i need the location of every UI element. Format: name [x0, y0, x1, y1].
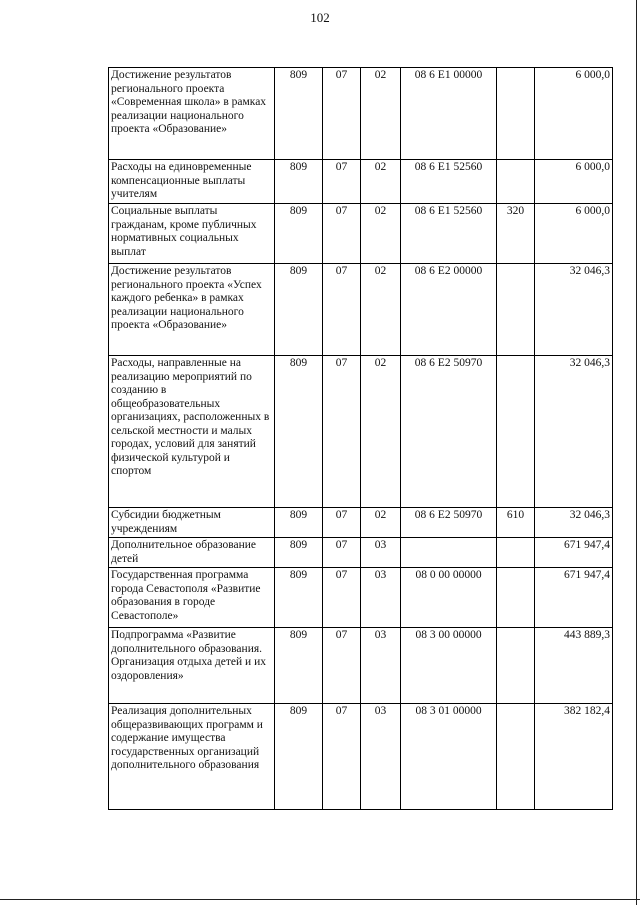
ministry-code-cell: 809: [275, 568, 323, 628]
expense-type-cell: 320: [497, 204, 535, 264]
ministry-code-cell: 809: [275, 628, 323, 704]
expense-type-cell: [497, 538, 535, 568]
subsection-code-cell: 02: [361, 356, 401, 508]
table-row: [109, 568, 613, 628]
subsection-code-cell: 03: [361, 538, 401, 568]
target-article-cell: 08 6 E1 00000: [401, 68, 497, 160]
amount-cell: 671 947,4: [535, 568, 613, 628]
expense-type-cell: [497, 356, 535, 508]
row-name-cell: Социальные выплаты гражданам, кроме публичных нормативных социальных выплат: [109, 204, 275, 264]
expense-type-cell: [497, 704, 535, 810]
section-code-cell: 07: [323, 538, 361, 568]
target-article-cell: [401, 538, 497, 568]
table-body: [109, 68, 613, 810]
amount-cell: 6 000,0: [535, 160, 613, 204]
subsection-code-cell: 02: [361, 264, 401, 356]
ministry-code-cell: 809: [275, 356, 323, 508]
ministry-code-cell: 809: [275, 704, 323, 810]
expense-type-cell: [497, 160, 535, 204]
row-name-cell: Достижение результатов регионального проекта «Успех каждого ребенка» в рамках реализации национального проекта «Образование»: [109, 264, 275, 356]
row-name-cell: Расходы, направленные на реализацию мероприятий по созданию в общеобразовательных организациях, расположенных в сельской местности и малых городах, условий для занятий физической культурой и спортом: [109, 356, 275, 508]
expense-type-cell: [497, 264, 535, 356]
amount-cell: 671 947,4: [535, 538, 613, 568]
amount-cell: 32 046,3: [535, 264, 613, 356]
target-article-cell: 08 0 00 00000: [401, 568, 497, 628]
target-article-cell: 08 6 E1 52560: [401, 160, 497, 204]
table-row: [109, 508, 613, 538]
target-article-cell: 08 6 E1 52560: [401, 204, 497, 264]
subsection-code-cell: 03: [361, 628, 401, 704]
target-article-cell: 08 3 01 00000: [401, 704, 497, 810]
row-name-cell: Расходы на единовременные компенсационные выплаты учителям: [109, 160, 275, 204]
table-row: [109, 356, 613, 508]
subsection-code-cell: 02: [361, 508, 401, 538]
table-row: [109, 628, 613, 704]
scan-edge-right: [636, 0, 637, 905]
amount-cell: 443 889,3: [535, 628, 613, 704]
ministry-code-cell: 809: [275, 160, 323, 204]
table-row: [109, 68, 613, 160]
section-code-cell: 07: [323, 204, 361, 264]
amount-cell: 6 000,0: [535, 204, 613, 264]
table-row: [109, 264, 613, 356]
expense-type-cell: [497, 68, 535, 160]
amount-cell: 382 182,4: [535, 704, 613, 810]
table-row: [109, 160, 613, 204]
ministry-code-cell: 809: [275, 68, 323, 160]
expense-type-cell: [497, 628, 535, 704]
section-code-cell: 07: [323, 568, 361, 628]
page-number: 102: [310, 10, 330, 25]
row-name-cell: Подпрограмма «Развитие дополнительного образования. Организация отдыха детей и их оздоровления»: [109, 628, 275, 704]
target-article-cell: 08 6 E2 00000: [401, 264, 497, 356]
subsection-code-cell: 02: [361, 68, 401, 160]
table-row: [109, 204, 613, 264]
ministry-code-cell: 809: [275, 204, 323, 264]
section-code-cell: 07: [323, 264, 361, 356]
row-name-cell: Государственная программа города Севастополя «Развитие образования в городе Севастополе»: [109, 568, 275, 628]
subsection-code-cell: 03: [361, 704, 401, 810]
amount-cell: 32 046,3: [535, 356, 613, 508]
target-article-cell: 08 3 00 00000: [401, 628, 497, 704]
row-name-cell: Субсидии бюджетным учреждениям: [109, 508, 275, 538]
section-code-cell: 07: [323, 508, 361, 538]
subsection-code-cell: 02: [361, 204, 401, 264]
budget-table: [108, 67, 613, 810]
ministry-code-cell: 809: [275, 508, 323, 538]
row-name-cell: Реализация дополнительных общеразвивающих программ и содержание имущества государственных организаций дополнительного образования: [109, 704, 275, 810]
scan-edge-bottom: [0, 899, 640, 900]
amount-cell: 6 000,0: [535, 68, 613, 160]
expense-type-cell: [497, 568, 535, 628]
section-code-cell: 07: [323, 160, 361, 204]
table-row: [109, 538, 613, 568]
table-row: [109, 704, 613, 810]
section-code-cell: 07: [323, 356, 361, 508]
target-article-cell: 08 6 E2 50970: [401, 508, 497, 538]
row-name-cell: Достижение результатов регионального проекта «Современная школа» в рамках реализации национального проекта «Образование»: [109, 68, 275, 160]
subsection-code-cell: 02: [361, 160, 401, 204]
section-code-cell: 07: [323, 704, 361, 810]
ministry-code-cell: 809: [275, 538, 323, 568]
section-code-cell: 07: [323, 68, 361, 160]
ministry-code-cell: 809: [275, 264, 323, 356]
expense-type-cell: 610: [497, 508, 535, 538]
amount-cell: 32 046,3: [535, 508, 613, 538]
subsection-code-cell: 03: [361, 568, 401, 628]
row-name-cell: Дополнительное образование детей: [109, 538, 275, 568]
section-code-cell: 07: [323, 628, 361, 704]
target-article-cell: 08 6 E2 50970: [401, 356, 497, 508]
